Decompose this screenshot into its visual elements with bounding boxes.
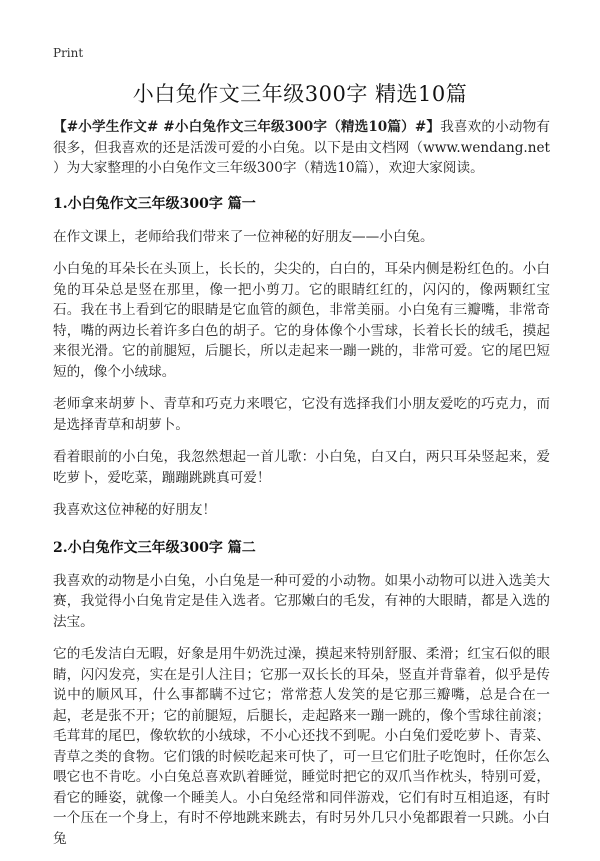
intro-tag: 【#小学生作文# #小白兔作文三年级300字（精选10篇）#】: [53, 119, 441, 135]
document-body: [53, 117, 550, 861]
paragraph: 我喜欢的动物是小白兔，小白兔是一种可爱的小动物。如果小动物可以进入选美大赛，我觉得小白兔肯定是佳入选者。它那嫩白的毛发，有神的大眼睛，都是入选的法宝。: [53, 572, 550, 630]
paragraph: 在作文课上，老师给我们带来了一位神秘的好朋友——小白兔。: [53, 228, 434, 245]
document-title: 小白兔作文三年级300字 精选10篇: [132, 82, 468, 106]
paragraph: 老师拿来胡萝卜、青草和巧克力来喂它，它没有选择我们小朋友爱吃的巧克力，而是选择青草和胡萝卜。: [53, 396, 550, 433]
intro-text: 我喜欢的小动物有很多，但我喜欢的还是活泼可爱的小白兔。以下是由文档网（www.wendang.net ）为大家整理的小白兔作文三年级300字（精选10篇），欢迎大家阅读。: [53, 119, 551, 176]
paragraph: 我喜欢这位神秘的好朋友！: [53, 502, 217, 518]
paragraph: 它的毛发洁白无暇，好象是用牛奶洗过澡，摸起来特别舒服、柔滑；红宝石似的眼睛，闪闪发亮，实在是引人注目；它那一双长长的耳朵，竖直并背靠着，似乎是传说中的顺风耳，什么事都瞒不过它；常常惹人发笑的是它那三瓣嘴，总是合在一起，老是张不开；它的前腿短，后腿长，走起路来一蹦一跳的，像个雪球往前滚；毛茸茸的尾巴，像软软的小绒球，不小心还找不到呢。小白兔们爱吃萝卜、青菜、青草之类的食物。它们饿的时候吃起来可快了，可一旦它们肚子吃饱时，任你怎么喂它也不肯吃。小白兔总喜欢趴着睡觉，睡觉时把它的双爪当作枕头，特别可爱，看它的睡姿，就像一个睡美人。小白兔经常和同伴游戏，它们有时互相追逐，有时一个压在一个身上，有时不停地跳来跳去，有时另外几只小兔都跟着一只跳。小白兔: [53, 646, 550, 847]
section-heading: 1.小白兔作文三年级300字 篇一: [53, 195, 256, 212]
section-heading: 2.小白兔作文三年级300字 篇二: [53, 539, 256, 556]
paragraph: 小白兔的耳朵长在头顶上，长长的，尖尖的，白白的，耳朵内侧是粉红色的。小白兔的耳朵总是竖在那里，像一把小剪刀。它的眼睛红红的，闪闪的，像两颗红宝石。我在书上看到它的眼睛是它血管的颜色，非常美丽。小白兔有三瓣嘴，非常奇特，嘴的两边长着许多白色的胡子。它的身体像个小雪球，长着长长的绒毛，摸起来很光滑。它的前腿短，后腿长，所以走起来一蹦一跳的，非常可爱。它的尾巴短短的，像个小绒球。: [53, 261, 550, 380]
intro-paragraph: [53, 117, 550, 179]
print-label: Print: [53, 46, 84, 60]
paragraph: 看着眼前的小白兔，我忽然想起一首儿歌：小白兔，白又白，两只耳朵竖起来，爱吃萝卜，爱吃菜，蹦蹦跳跳真可爱！: [53, 449, 550, 486]
